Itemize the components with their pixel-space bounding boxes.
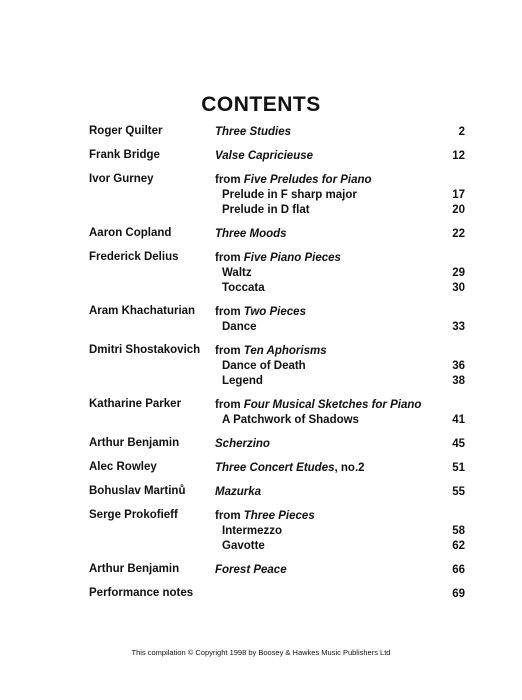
composer-name: Frederick Delius (89, 251, 179, 263)
work-column (215, 251, 490, 296)
page-number: 62 (452, 540, 465, 552)
work-column (215, 563, 490, 578)
piece-title: Prelude in D flat (222, 204, 310, 216)
collection-title: Ten Aphorisms (243, 345, 327, 357)
collection-line (215, 344, 490, 359)
work-column (215, 227, 490, 242)
page-number: 58 (452, 525, 465, 537)
work-title: Valse Capricieuse (215, 150, 314, 162)
piece-line (215, 188, 490, 203)
work-column (215, 344, 490, 389)
composer-name: Roger Quilter (89, 125, 163, 137)
piece-title: Legend (222, 375, 263, 387)
composer-name: Arthur Benjamin (89, 437, 180, 449)
collection-title: Two Pieces (243, 306, 306, 318)
work-line (215, 125, 490, 140)
work-number: , no.2 (334, 462, 365, 474)
piece-line (215, 374, 490, 389)
piece-line (215, 266, 490, 281)
page-number: 22 (452, 228, 465, 240)
page-number: 45 (452, 438, 465, 450)
work-line (215, 149, 490, 164)
piece-line (215, 359, 490, 374)
piece-line (215, 539, 490, 554)
work-title: Mazurka (215, 486, 262, 498)
composer-name: Serge Prokofieff (89, 509, 178, 521)
composer-name: Aram Khachaturian (89, 305, 196, 317)
page-number: 69 (452, 588, 465, 600)
page-number: 51 (452, 462, 465, 474)
work-column (215, 437, 490, 452)
collection-line (215, 173, 490, 188)
work-column (215, 485, 490, 500)
collection-title: Four Musical Sketches for Piano (243, 399, 422, 411)
work-line (215, 587, 490, 602)
page-number: 2 (458, 126, 465, 138)
composer-name: Dmitri Shostakovich (89, 344, 201, 356)
work-column (215, 461, 490, 476)
collection-title: Three Pieces (243, 510, 315, 522)
piece-line (215, 203, 490, 218)
piece-line (215, 281, 490, 296)
from-prefix: from (215, 510, 244, 522)
work-title: Scherzino (215, 438, 270, 450)
work-column (215, 509, 490, 554)
work-title: Three Studies (215, 126, 292, 138)
from-prefix: from (215, 252, 244, 264)
from-prefix: from (215, 345, 244, 357)
work-line (215, 437, 490, 452)
work-title: Three Moods (215, 228, 287, 240)
page-number: 41 (452, 414, 465, 426)
work-line (215, 461, 490, 476)
piece-line (215, 413, 490, 428)
page-number: 20 (452, 204, 465, 216)
collection-line (215, 305, 490, 320)
composer-name: Bohuslav Martinů (89, 485, 186, 497)
collection-line (215, 509, 490, 524)
composer-name: Arthur Benjamin (89, 563, 180, 575)
work-column (215, 587, 490, 602)
work-line (215, 485, 490, 500)
collection-line (215, 398, 490, 413)
piece-title: Intermezzo (222, 525, 283, 537)
page-number: 33 (452, 321, 465, 333)
work-line (215, 227, 490, 242)
composer-name: Alec Rowley (89, 461, 157, 473)
work-column (215, 305, 490, 335)
piece-title: A Patchwork of Shadows (222, 414, 359, 426)
piece-line (215, 524, 490, 539)
work-column (215, 125, 490, 140)
work-column (215, 398, 490, 428)
collection-title: Five Piano Pieces (243, 252, 341, 264)
page-number: 38 (452, 375, 465, 387)
work-title: Three Concert Etudes (215, 462, 335, 474)
piece-title: Dance (222, 321, 257, 333)
composer-name: Frank Bridge (89, 149, 160, 161)
page-number: 30 (452, 282, 465, 294)
page-number: 36 (452, 360, 465, 372)
collection-title: Five Preludes for Piano (243, 174, 372, 186)
piece-title: Toccata (222, 282, 265, 294)
from-prefix: from (215, 306, 244, 318)
page-number: 29 (452, 267, 465, 279)
collection-line (215, 251, 490, 266)
copyright-footer: This compilation © Copyright 1998 by Boosey & Hawkes Music Publishers Ltd (131, 648, 391, 657)
page-number: 66 (452, 564, 465, 576)
page-number: 55 (452, 486, 465, 498)
composer-name: Katharine Parker (89, 398, 182, 410)
page-number: 12 (452, 150, 465, 162)
work-column (215, 149, 490, 164)
composer-name: Aaron Copland (89, 227, 172, 239)
work-title: Forest Peace (215, 564, 287, 576)
composer-name: Ivor Gurney (89, 173, 154, 185)
page-number: 17 (452, 189, 465, 201)
page-title: CONTENTS (201, 93, 321, 116)
from-prefix: from (215, 174, 244, 186)
piece-line (215, 320, 490, 335)
composer-name: Performance notes (89, 587, 194, 599)
piece-title: Prelude in F sharp major (222, 189, 357, 201)
work-column (215, 173, 490, 218)
piece-title: Waltz (222, 267, 252, 279)
piece-title: Dance of Death (222, 360, 306, 372)
piece-title: Gavotte (222, 540, 265, 552)
work-line (215, 563, 490, 578)
from-prefix: from (215, 399, 244, 411)
